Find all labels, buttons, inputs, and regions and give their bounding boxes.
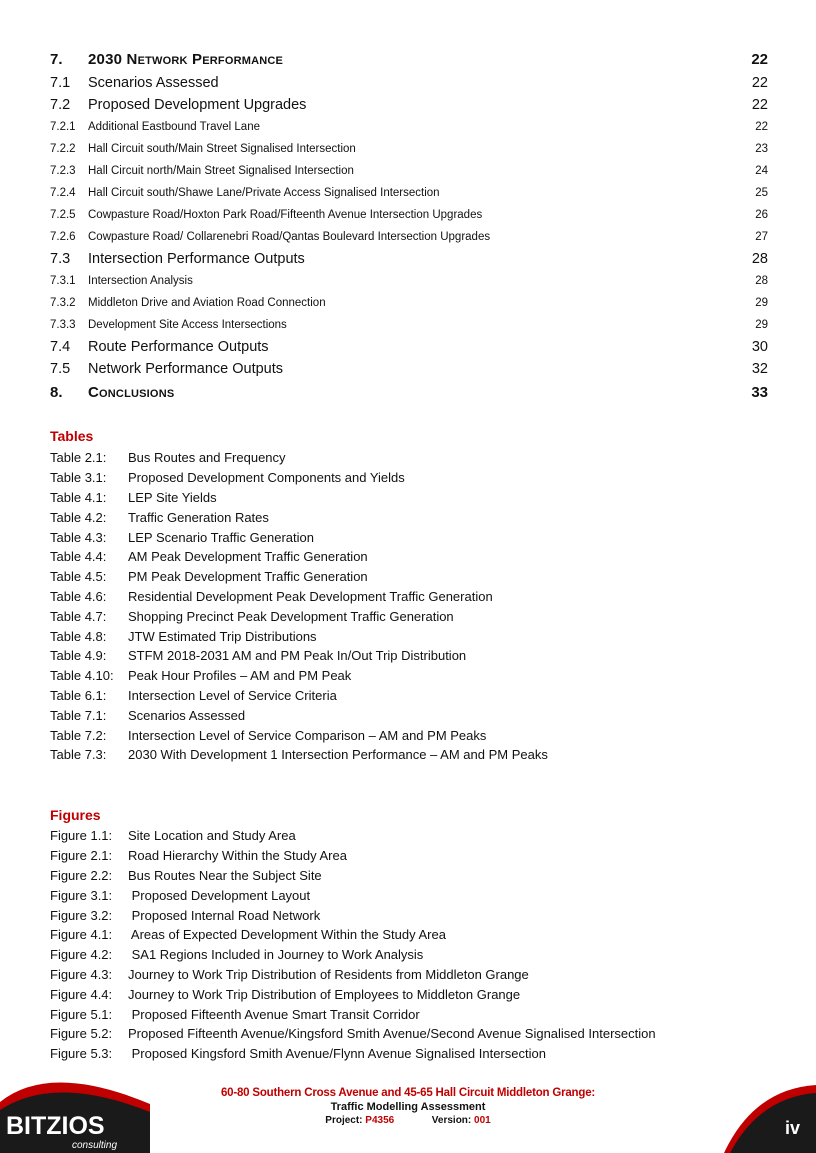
figures-list [50, 826, 768, 1064]
toc-entry-page: 30 [751, 339, 768, 355]
toc-entry-title: Middleton Drive and Aviation Road Connection [88, 297, 326, 309]
toc-entry[interactable] [50, 358, 768, 380]
table-list-item[interactable] [50, 448, 768, 468]
figure-list-item-title: Proposed Fifteenth Avenue Smart Transit Corridor [128, 1006, 420, 1022]
table-list-item-label: Table 4.10: [50, 668, 114, 684]
toc-entry[interactable] [50, 292, 768, 314]
figure-list-item-title: Areas of Expected Development Within the Study Area [128, 927, 446, 943]
table-list-item[interactable] [50, 488, 768, 508]
figure-list-item-label: Figure 4.1: [50, 927, 113, 943]
table-list-item[interactable] [50, 666, 768, 686]
project-value: P4356 [365, 1115, 395, 1126]
toc-entry-title: Scenarios Assessed [88, 75, 219, 91]
toc-entry-title: Additional Eastbound Travel Lane [88, 121, 260, 133]
toc-entry-number: 7.2.6 [50, 231, 76, 243]
figure-list-item-title: Proposed Development Layout [128, 887, 311, 903]
toc-entry-page: 28 [751, 251, 768, 267]
figure-list-item-title: Proposed Kingsford Smith Avenue/Flynn Avenue Signalised Intersection [128, 1046, 546, 1062]
figure-list-item-label: Figure 3.1: [50, 887, 113, 903]
table-list-item-label: Table 4.2: [50, 509, 107, 525]
toc-entry-page: 32 [751, 361, 768, 377]
document-footer [150, 1087, 666, 1126]
figure-list-item[interactable] [50, 1044, 768, 1064]
table-list-item-title: Proposed Development Components and Yields [128, 470, 405, 486]
figure-list-item[interactable] [50, 965, 768, 985]
figure-list-item[interactable] [50, 984, 768, 1004]
table-list-item[interactable] [50, 646, 768, 666]
logo-subtext: consulting [72, 1140, 118, 1151]
figure-list-item-label: Figure 4.3: [50, 966, 113, 982]
table-list-item[interactable] [50, 567, 768, 587]
toc-entry[interactable] [50, 270, 768, 292]
toc-entry-page: 22 [751, 97, 768, 113]
figure-list-item-label: Figure 5.3: [50, 1046, 113, 1062]
toc-entry-number: 7.2.5 [50, 209, 76, 221]
figure-list-item-label: Figure 4.4: [50, 986, 113, 1002]
figure-list-item-title: SA1 Regions Included in Journey to Work Analysis [128, 947, 424, 963]
toc-entry-title: 2030 Network Performance [88, 51, 284, 68]
figure-list-item-label: Figure 3.2: [50, 907, 113, 923]
footer-report-title: Traffic Modelling Assessment [330, 1101, 486, 1113]
toc-entry-page: 23 [755, 143, 768, 155]
toc-entry-number: 7.3.1 [50, 275, 76, 287]
toc-entry-page: 22 [751, 75, 768, 91]
table-list-item[interactable] [50, 606, 768, 626]
table-list-item[interactable] [50, 527, 768, 547]
toc-entry[interactable] [50, 72, 768, 94]
toc-entry-title: Network Performance Outputs [88, 361, 284, 377]
table-list-item-title: Peak Hour Profiles – AM and PM Peak [128, 668, 352, 684]
figure-list-item-title: Site Location and Study Area [128, 828, 296, 844]
toc-entry-number: 7.1 [50, 75, 71, 91]
table-list-item-title: STFM 2018-2031 AM and PM Peak In/Out Trip Distribution [128, 648, 467, 664]
toc-entry-number: 7.2 [50, 97, 71, 113]
figure-list-item[interactable] [50, 826, 768, 846]
table-list-item[interactable] [50, 686, 768, 706]
toc-entry-title: Intersection Performance Outputs [88, 251, 305, 267]
table-list-item-label: Table 6.1: [50, 687, 107, 703]
figure-list-item-title: Proposed Internal Road Network [128, 907, 321, 923]
table-of-contents [50, 47, 768, 405]
toc-entry-title: Hall Circuit south/Main Street Signalised Intersection [88, 143, 356, 155]
table-list-item[interactable] [50, 725, 768, 745]
figure-list-item[interactable] [50, 1024, 768, 1044]
toc-entry-number: 8. [50, 384, 63, 401]
table-list-item-label: Table 4.9: [50, 648, 107, 664]
toc-entry-number: 7.5 [50, 361, 71, 377]
table-list-item[interactable] [50, 705, 768, 725]
toc-entry[interactable] [50, 182, 768, 204]
toc-entry-number: 7.2.4 [50, 187, 76, 199]
table-list-item-title: AM Peak Development Traffic Generation [128, 549, 368, 565]
project-label: Project: [325, 1115, 363, 1126]
toc-entry[interactable] [50, 138, 768, 160]
version-value: 001 [474, 1115, 491, 1126]
table-list-item-label: Table 4.3: [50, 529, 107, 545]
toc-entry-title: Cowpasture Road/ Collarenebri Road/Qantas Boulevard Intersection Upgrades [88, 231, 491, 243]
tables-heading: Tables [50, 428, 94, 444]
figure-list-item-label: Figure 4.2: [50, 947, 113, 963]
figures-heading: Figures [50, 807, 101, 823]
table-list-item-title: Intersection Level of Service Comparison – AM and PM Peaks [128, 727, 487, 743]
table-list-item-title: Residential Development Peak Development Traffic Generation [128, 588, 493, 604]
toc-entry-number: 7.2.3 [50, 165, 76, 177]
table-list-item-label: Table 4.4: [50, 549, 107, 565]
figure-list-item-label: Figure 1.1: [50, 828, 113, 844]
footer-project-title: 60-80 Southern Cross Avenue and 45-65 Hall Circuit Middleton Grange: [220, 1087, 596, 1099]
figure-list-item[interactable] [50, 1004, 768, 1024]
toc-entry-title: Intersection Analysis [88, 275, 193, 287]
toc-entry-title: Conclusions [88, 384, 175, 401]
toc-entry-title: Hall Circuit north/Main Street Signalised Intersection [88, 165, 354, 177]
figure-list-item-title: Bus Routes Near the Subject Site [128, 867, 322, 883]
toc-entry-title: Hall Circuit south/Shawe Lane/Private Access Signalised Intersection [88, 187, 440, 199]
figure-list-item-label: Figure 5.2: [50, 1026, 113, 1042]
table-list-item-label: Table 4.6: [50, 588, 107, 604]
footer-project-info [150, 1115, 666, 1126]
table-list-item-label: Table 4.1: [50, 489, 107, 505]
toc-entry[interactable] [50, 336, 768, 358]
figure-list-item[interactable] [50, 866, 768, 886]
table-list-item-title: 2030 With Development 1 Intersection Performance – AM and PM Peaks [128, 747, 548, 763]
table-list-item-label: Table 7.1: [50, 707, 107, 723]
table-list-item[interactable] [50, 587, 768, 607]
figure-list-item-title: Journey to Work Trip Distribution of Employees to Middleton Grange [128, 986, 521, 1002]
table-list-item-title: Scenarios Assessed [128, 707, 246, 723]
table-list-item-label: Table 7.3: [50, 747, 107, 763]
table-list-item-title: Shopping Precinct Peak Development Traffic Generation [128, 608, 454, 624]
toc-entry-page: 22 [755, 121, 768, 133]
table-list-item[interactable] [50, 626, 768, 646]
table-list-item[interactable] [50, 745, 768, 765]
table-list-item-label: Table 4.5: [50, 569, 107, 585]
toc-entry-page: 33 [751, 384, 768, 401]
toc-entry-number: 7.2.1 [50, 121, 76, 133]
figure-list-item-label: Figure 5.1: [50, 1006, 113, 1022]
table-list-item-label: Table 3.1: [50, 470, 107, 486]
toc-entry[interactable] [50, 248, 768, 270]
table-list-item-label: Table 2.1: [50, 450, 107, 466]
toc-entry-page: 27 [755, 231, 768, 243]
toc-entry-number: 7.3.2 [50, 297, 76, 309]
figure-list-item[interactable] [50, 945, 768, 965]
toc-entry[interactable] [50, 160, 768, 182]
toc-entry[interactable] [50, 314, 768, 336]
toc-entry-number: 7. [50, 51, 63, 68]
figure-list-item-title: Road Hierarchy Within the Study Area [128, 848, 347, 864]
page-number: iv [784, 1118, 800, 1138]
table-list-item-title: LEP Site Yields [128, 489, 217, 505]
toc-entry-page: 29 [755, 319, 768, 331]
table-list-item-title: Traffic Generation Rates [128, 509, 269, 525]
figure-list-item[interactable] [50, 846, 768, 866]
toc-entry-page: 24 [755, 165, 768, 177]
figure-list-item[interactable] [50, 925, 768, 945]
figure-list-item-title: Journey to Work Trip Distribution of Residents from Middleton Grange [128, 966, 529, 982]
table-list-item-title: PM Peak Development Traffic Generation [128, 569, 368, 585]
toc-entry-page: 29 [755, 297, 768, 309]
toc-entry[interactable] [50, 226, 768, 248]
toc-entry-number: 7.3 [50, 251, 71, 267]
toc-entry-number: 7.3.3 [50, 319, 76, 331]
table-list-item-title: Intersection Level of Service Criteria [128, 687, 337, 703]
bitzios-logo [0, 1068, 150, 1153]
toc-entry[interactable] [50, 116, 768, 138]
table-list-item-label: Table 4.7: [50, 608, 107, 624]
toc-entry-title: Cowpasture Road/Hoxton Park Road/Fifteenth Avenue Intersection Upgrades [88, 209, 483, 221]
table-list-item-title: Bus Routes and Frequency [128, 450, 286, 466]
table-list-item[interactable] [50, 468, 768, 488]
toc-entry[interactable] [50, 204, 768, 226]
table-list-item-label: Table 4.8: [50, 628, 107, 644]
table-list-item[interactable] [50, 547, 768, 567]
version-label: Version: [431, 1115, 472, 1126]
toc-entry[interactable] [50, 380, 768, 405]
toc-entry-title: Route Performance Outputs [88, 339, 269, 355]
logo-wordmark: BITZIOS [6, 1112, 105, 1140]
toc-entry[interactable] [50, 47, 768, 72]
figure-list-item-title: Proposed Fifteenth Avenue/Kingsford Smith Avenue/Second Avenue Signalised Intersection [128, 1026, 656, 1042]
table-list-item[interactable] [50, 507, 768, 527]
toc-entry-page: 26 [755, 209, 768, 221]
figure-list-item-label: Figure 2.2: [50, 867, 113, 883]
toc-entry-page: 25 [755, 187, 768, 199]
toc-entry-page: 28 [755, 275, 768, 287]
page-badge [724, 1085, 816, 1153]
table-list-item-title: JTW Estimated Trip Distributions [128, 628, 317, 644]
toc-entry-number: 7.2.2 [50, 143, 76, 155]
table-list-item-label: Table 7.2: [50, 727, 107, 743]
toc-entry-title: Development Site Access Intersections [88, 319, 287, 331]
figure-list-item-label: Figure 2.1: [50, 848, 113, 864]
table-list-item-title: LEP Scenario Traffic Generation [128, 529, 314, 545]
figure-list-item[interactable] [50, 905, 768, 925]
toc-entry-page: 22 [751, 51, 768, 68]
toc-entry[interactable] [50, 94, 768, 116]
tables-list [50, 448, 768, 765]
toc-entry-title: Proposed Development Upgrades [88, 97, 307, 113]
toc-entry-number: 7.4 [50, 339, 71, 355]
figure-list-item[interactable] [50, 885, 768, 905]
